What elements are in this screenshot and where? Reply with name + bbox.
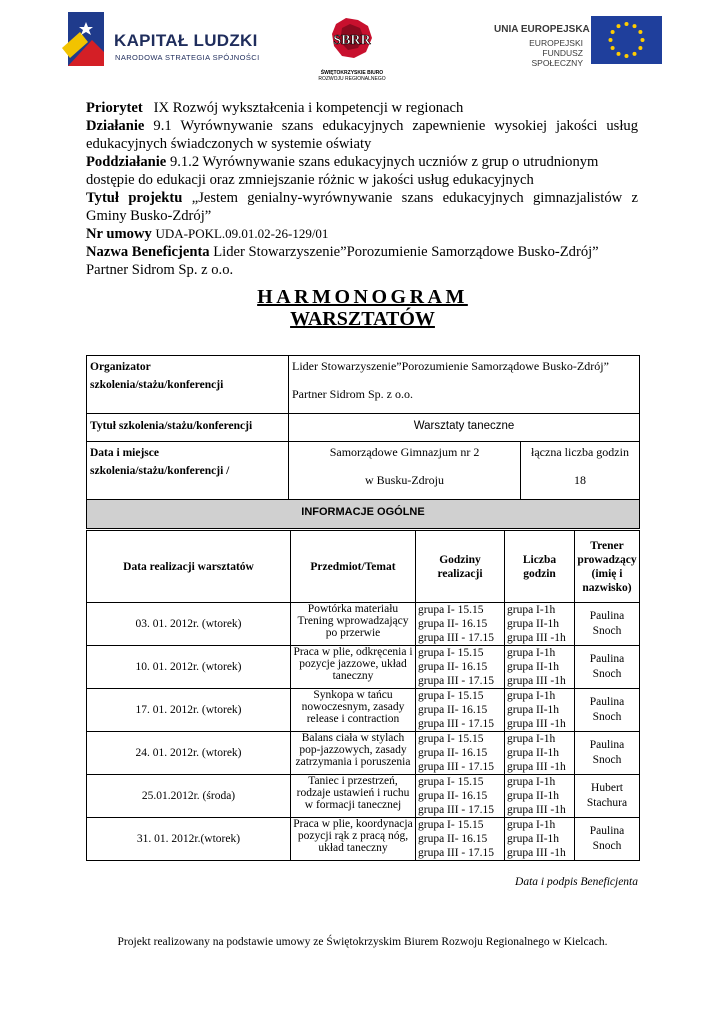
eu-flag-icon bbox=[591, 16, 662, 64]
row-date: 10. 01. 2012r. (wtorek) bbox=[87, 646, 291, 689]
header-hours: Godziny realizacji bbox=[416, 531, 505, 603]
row-hours-3: grupa III - 17.15 bbox=[418, 761, 495, 773]
kapital-ludzki-logo bbox=[62, 12, 262, 68]
priorytet-value: IX Rozwój wykształcenia i kompetencji w regionach bbox=[153, 100, 464, 116]
schedule-row bbox=[87, 689, 640, 732]
row-hours-3: grupa III - 17.15 bbox=[418, 847, 495, 859]
row-hours bbox=[416, 732, 505, 775]
row-hours-2: grupa II- 16.15 bbox=[418, 661, 488, 673]
details-table bbox=[86, 355, 640, 529]
miejsce-value-2: w Busku-Zdroju bbox=[365, 473, 444, 487]
priorytet-line bbox=[86, 99, 638, 117]
tytul-szkolenia-value: Warsztaty taneczne bbox=[413, 420, 515, 432]
row-date: 17. 01. 2012r. (wtorek) bbox=[87, 689, 291, 732]
beneficjent-label: Nazwa Beneficjenta bbox=[86, 244, 210, 260]
row-topic: Praca w plie, koordynacja pozycji rąk z pracą nóg, układ taneczny bbox=[291, 818, 416, 861]
poddzialanie-label: Poddziałanie bbox=[86, 154, 167, 170]
eu-logo bbox=[488, 16, 663, 68]
header-date: Data realizacji warsztatów bbox=[87, 531, 291, 603]
kapital-ludzki-flag-icon bbox=[62, 12, 104, 66]
nr-umowy-label: Nr umowy bbox=[86, 226, 152, 242]
row-date: 24. 01. 2012r. (wtorek) bbox=[87, 732, 291, 775]
sbrr-emblem-icon bbox=[328, 14, 376, 62]
sbrr-caption-2: ROZWOJU REGIONALNEGO bbox=[318, 76, 386, 82]
organizator-label: Organizator szkolenia/stażu/konferencji bbox=[90, 361, 224, 391]
row-count bbox=[505, 646, 575, 689]
row-hours-1: grupa I- 15.15 bbox=[418, 604, 484, 616]
tytul-value: „Jestem genialny-wyrównywanie szans edukacyjnych gimnazjalistów z Gminy Busko-Zdrój” bbox=[86, 190, 638, 224]
row-hours-3: grupa III - 17.15 bbox=[418, 632, 495, 644]
header-trainer: Trener prowadzący (imię i nazwisko) bbox=[575, 531, 640, 603]
row-hours-1: grupa I- 15.15 bbox=[418, 819, 484, 831]
schedule-table bbox=[86, 530, 640, 861]
row-count-3: grupa III -1h bbox=[507, 718, 566, 730]
section-row bbox=[87, 500, 640, 529]
kapital-ludzki-title: KAPITAŁ LUDZKI bbox=[114, 31, 258, 50]
row-topic: Taniec i przestrzeń, rodzaje ustawień i ruchu w formacji tanecznej bbox=[291, 775, 416, 818]
row-hours-1: grupa I- 15.15 bbox=[418, 647, 484, 659]
tytul-szkolenia-label: Tytuł szkolenia/stażu/konferencji bbox=[90, 420, 253, 432]
schedule-row bbox=[87, 603, 640, 646]
footer-note: Projekt realizowany na podstawie umowy ze Świętokrzyskim Biurem Rozwoju Regionalnego w Kielcach. bbox=[117, 936, 608, 948]
poddzialanie-value: 9.1.2 Wyrównywanie szans edukacyjnych uczniów z grup o utrudnionym dostępie do edukacji oraz zmniejszanie różnic w jakości usług edukacyjnych bbox=[86, 154, 599, 188]
schedule-row bbox=[87, 646, 640, 689]
header-topic: Przedmiot/Temat bbox=[291, 531, 416, 603]
schedule-row bbox=[87, 818, 640, 861]
godziny-value: 18 bbox=[574, 473, 586, 487]
row-count-2: grupa II-1h bbox=[507, 661, 560, 673]
row-hours bbox=[416, 646, 505, 689]
row-count-3: grupa III -1h bbox=[507, 804, 566, 816]
priorytet-label: Priorytet bbox=[86, 100, 143, 116]
row-date: 31. 01. 2012r.(wtorek) bbox=[87, 818, 291, 861]
row-count-1: grupa I-1h bbox=[507, 819, 556, 831]
row-hours-2: grupa II- 16.15 bbox=[418, 704, 488, 716]
row-count-1: grupa I-1h bbox=[507, 733, 556, 745]
tytul-row bbox=[87, 414, 640, 442]
tytul-label: Tytuł projektu bbox=[86, 190, 183, 206]
organizator-label-cell bbox=[87, 356, 289, 414]
miejsce-value-1: Samorządowe Gimnazjum nr 2 bbox=[329, 445, 480, 459]
tytul-line bbox=[86, 189, 638, 225]
eu-line-3: FUNDUSZ SPOŁECZNY bbox=[531, 48, 583, 68]
miejsce-label: Data i miejsce szkolenia/stażu/konferencji / bbox=[90, 447, 230, 477]
row-count-1: grupa I-1h bbox=[507, 604, 556, 616]
row-count-1: grupa I-1h bbox=[507, 690, 556, 702]
row-hours-2: grupa II- 16.15 bbox=[418, 833, 488, 845]
organizator-value-1: Lider Stowarzyszenie”Porozumienie Samorządowe Busko-Zdrój” bbox=[292, 359, 609, 373]
beneficjent-value: Lider Stowarzyszenie”Porozumienie Samorządowe Busko-Zdrój” bbox=[213, 244, 599, 260]
dzialanie-value: 9.1 Wyrównywanie szans edukacyjnych zapewnienie wysokiej jakości usług edukacyjnych świadczonych w systemie oświaty bbox=[86, 118, 638, 152]
row-date: 03. 01. 2012r. (wtorek) bbox=[87, 603, 291, 646]
row-count bbox=[505, 732, 575, 775]
godziny-label: łączna liczba godzin bbox=[531, 445, 629, 459]
row-topic: Balans ciała w stylach pop-jazzowych, zasady zatrzymania i poruszenia bbox=[291, 732, 416, 775]
row-count-3: grupa III -1h bbox=[507, 632, 566, 644]
miejsce-label-cell bbox=[87, 442, 289, 500]
row-hours-1: grupa I- 15.15 bbox=[418, 776, 484, 788]
schedule-row bbox=[87, 732, 640, 775]
row-hours-1: grupa I- 15.15 bbox=[418, 733, 484, 745]
row-count-1: grupa I-1h bbox=[507, 647, 556, 659]
row-trainer: Paulina Snoch bbox=[575, 603, 640, 646]
section-header bbox=[87, 500, 640, 529]
dzialanie-label: Działanie bbox=[86, 118, 145, 134]
godziny-cell bbox=[521, 442, 640, 500]
tytul-value-cell bbox=[289, 414, 640, 442]
row-hours bbox=[416, 689, 505, 732]
row-count-2: grupa II-1h bbox=[507, 833, 560, 845]
row-count-2: grupa II-1h bbox=[507, 790, 560, 802]
row-hours-2: grupa II- 16.15 bbox=[418, 790, 488, 802]
section-title: INFORMACJE OGÓLNE bbox=[301, 506, 425, 518]
dzialanie-line bbox=[86, 117, 638, 153]
sbrr-name: SBRR bbox=[333, 33, 371, 48]
row-count bbox=[505, 818, 575, 861]
beneficjent-line bbox=[86, 243, 638, 261]
row-hours-3: grupa III - 17.15 bbox=[418, 804, 495, 816]
row-trainer: Paulina Snoch bbox=[575, 818, 640, 861]
row-count bbox=[505, 603, 575, 646]
organizator-value-2: Partner Sidrom Sp. z o.o. bbox=[292, 387, 413, 401]
kapital-ludzki-subtitle: NARODOWA STRATEGIA SPÓJNOŚCI bbox=[115, 53, 260, 62]
row-topic: Synkopa w tańcu nowoczesnym, zasady release i contraction bbox=[291, 689, 416, 732]
row-trainer: Paulina Snoch bbox=[575, 646, 640, 689]
row-hours-2: grupa II- 16.15 bbox=[418, 618, 488, 630]
row-count-2: grupa II-1h bbox=[507, 704, 560, 716]
row-trainer: Paulina Snoch bbox=[575, 732, 640, 775]
poddzialanie-line bbox=[86, 153, 638, 189]
nr-umowy-line bbox=[86, 225, 638, 243]
miejsce-row bbox=[87, 442, 640, 500]
row-hours bbox=[416, 603, 505, 646]
row-date: 25.01.2012r. (środa) bbox=[87, 775, 291, 818]
row-topic: Powtórka materiału Trening wprowadzający po przerwie bbox=[291, 603, 416, 646]
project-info bbox=[86, 99, 638, 279]
sbrr-logo bbox=[316, 14, 388, 80]
row-trainer: Hubert Stachura bbox=[575, 775, 640, 818]
partner-line: Partner Sidrom Sp. z o.o. bbox=[86, 262, 234, 278]
organizator-value-cell bbox=[289, 356, 640, 414]
row-trainer: Paulina Snoch bbox=[575, 689, 640, 732]
eu-line-1: UNIA EUROPEJSKA bbox=[494, 24, 590, 35]
document-subtitle: WARSZTATÓW bbox=[290, 308, 435, 330]
tytul-label-cell bbox=[87, 414, 289, 442]
row-count bbox=[505, 775, 575, 818]
nr-umowy-value: UDA-POKL.09.01.02-26-129/01 bbox=[155, 226, 329, 241]
schedule-row bbox=[87, 775, 640, 818]
row-count-1: grupa I-1h bbox=[507, 776, 556, 788]
sbrr-caption-1: ŚWIĘTOKRZYSKIE BIURO bbox=[320, 70, 384, 76]
row-count-3: grupa III -1h bbox=[507, 761, 566, 773]
organizator-row bbox=[87, 356, 640, 414]
document-title: HARMONOGRAM bbox=[257, 286, 468, 308]
row-topic: Praca w plie, odkręcenia i pozycje jazzowe, układ taneczny bbox=[291, 646, 416, 689]
row-hours-3: grupa III - 17.15 bbox=[418, 675, 495, 687]
row-count bbox=[505, 689, 575, 732]
row-count-2: grupa II-1h bbox=[507, 618, 560, 630]
row-count-3: grupa III -1h bbox=[507, 675, 566, 687]
row-hours bbox=[416, 775, 505, 818]
schedule-header-row bbox=[87, 531, 640, 603]
row-count-2: grupa II-1h bbox=[507, 747, 560, 759]
header-count: Liczba godzin bbox=[505, 531, 575, 603]
row-hours-2: grupa II- 16.15 bbox=[418, 747, 488, 759]
row-hours-1: grupa I- 15.15 bbox=[418, 690, 484, 702]
row-count-3: grupa III -1h bbox=[507, 847, 566, 859]
row-hours bbox=[416, 818, 505, 861]
miejsce-value-cell bbox=[289, 442, 521, 500]
eu-lines bbox=[501, 38, 583, 68]
signature-line: Data i podpis Beneficjenta bbox=[515, 876, 638, 888]
eu-line-2: EUROPEJSKI bbox=[529, 38, 583, 48]
row-hours-3: grupa III - 17.15 bbox=[418, 718, 495, 730]
